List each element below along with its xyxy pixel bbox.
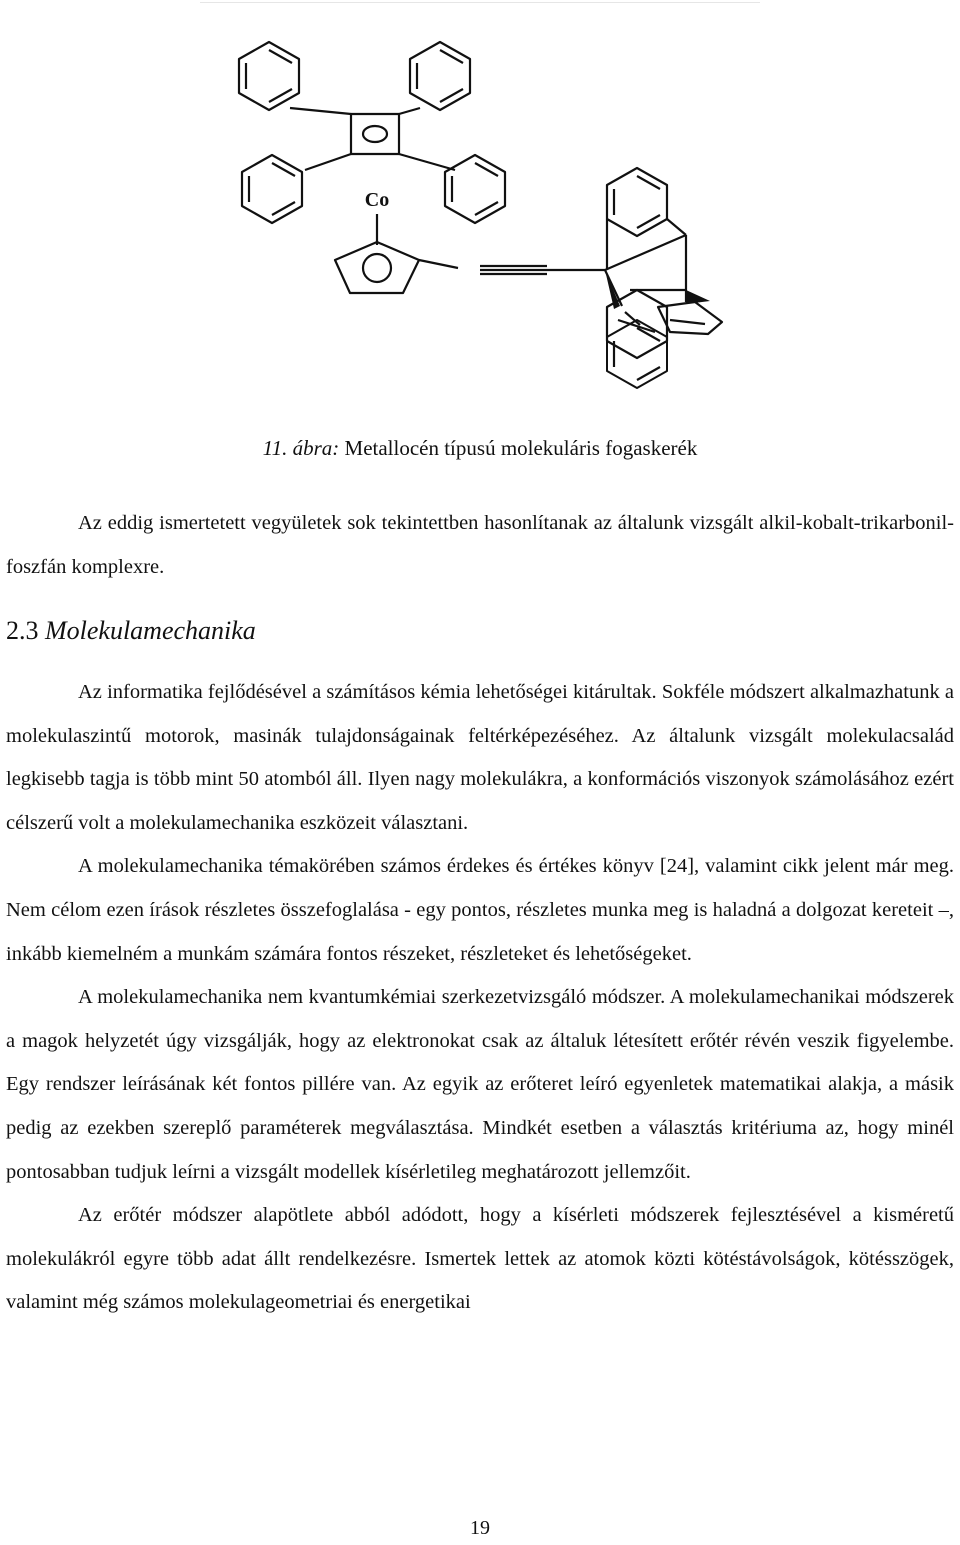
section-number: 2.3 xyxy=(6,616,39,645)
section-title: Molekulamechanika xyxy=(38,616,256,645)
intro-block xyxy=(6,502,954,589)
body-text xyxy=(6,671,954,1325)
top-rule xyxy=(200,2,760,3)
molecule-figure xyxy=(200,20,760,400)
paragraph-4: A molekulamechanika nem kvantumkémiai szerkezetvizsgáló módszer. A molekulamechanikai módszerek a magok helyzetét úgy vizsgálják, hogy az elektronokat csak az általuk létesített erőtér révén veszik figyelembe. Egy rendszer leírásának két fontos pillére van. Az egyik az erőteret leíró egyenletek matematikai alakja, a másik pedig az ezekben szereplő paraméterek megválasztása. Mindkét esetben a választás kritériuma az, hogy minél pontosabban tudjuk leírni a vizsgált modellek kísérletileg meghatározott jellemzőit. xyxy=(6,986,954,1183)
cobalt-atom-label: Co xyxy=(364,189,390,211)
figure-caption-label: 11. ábra: xyxy=(262,436,340,460)
paragraph-1: Az eddig ismertetett vegyületek sok tekintettben hasonlítanak az általunk vizsgált alkil-kobalt-trikarbonil-foszfán komplexre. xyxy=(6,512,954,578)
figure-caption-text: Metallocén típusú molekuláris fogaskerék xyxy=(339,436,698,460)
paragraph-5: Az erőtér módszer alapötlete abból adódott, hogy a kísérleti módszerek fejlesztésével a kisméretű molekulákról egyre több adat állt rendelkezésre. Ismertek lettek az atomok közti kötéstávolságok, kötésszögek, valamint még számos molekulageometriai és energetikai xyxy=(6,1204,954,1314)
section-heading xyxy=(6,616,256,646)
figure-caption xyxy=(0,436,960,461)
metallocene-gear-structure xyxy=(200,20,760,400)
paragraph-3: A molekulamechanika témakörében számos érdekes és értékes könyv [24], valamint cikk jelent már meg. Nem célom ezen írások részletes összefoglalása - egy pontos, részletes munka meg is haladná a dolgozat kereteit –, inkább kiemelném a munkám számára fontos részeket, részleteket és lehetőségeket. xyxy=(6,855,954,965)
paragraph-2: Az informatika fejlődésével a számításos kémia lehetőségei kitárultak. Sokféle módszert alkalmazhatunk a molekulaszintű motorok, masinák tulajdonságainak feltérképezéséhez. Az általunk vizsgált molekulacsalád legkisebb tagja is több mint 50 atomból áll. Ilyen nagy molekulákra, a konformációs viszonyok számolásához ezért célszerű volt a molekulamechanika eszközeit választani. xyxy=(6,681,954,834)
page-number: 19 xyxy=(470,1517,490,1539)
